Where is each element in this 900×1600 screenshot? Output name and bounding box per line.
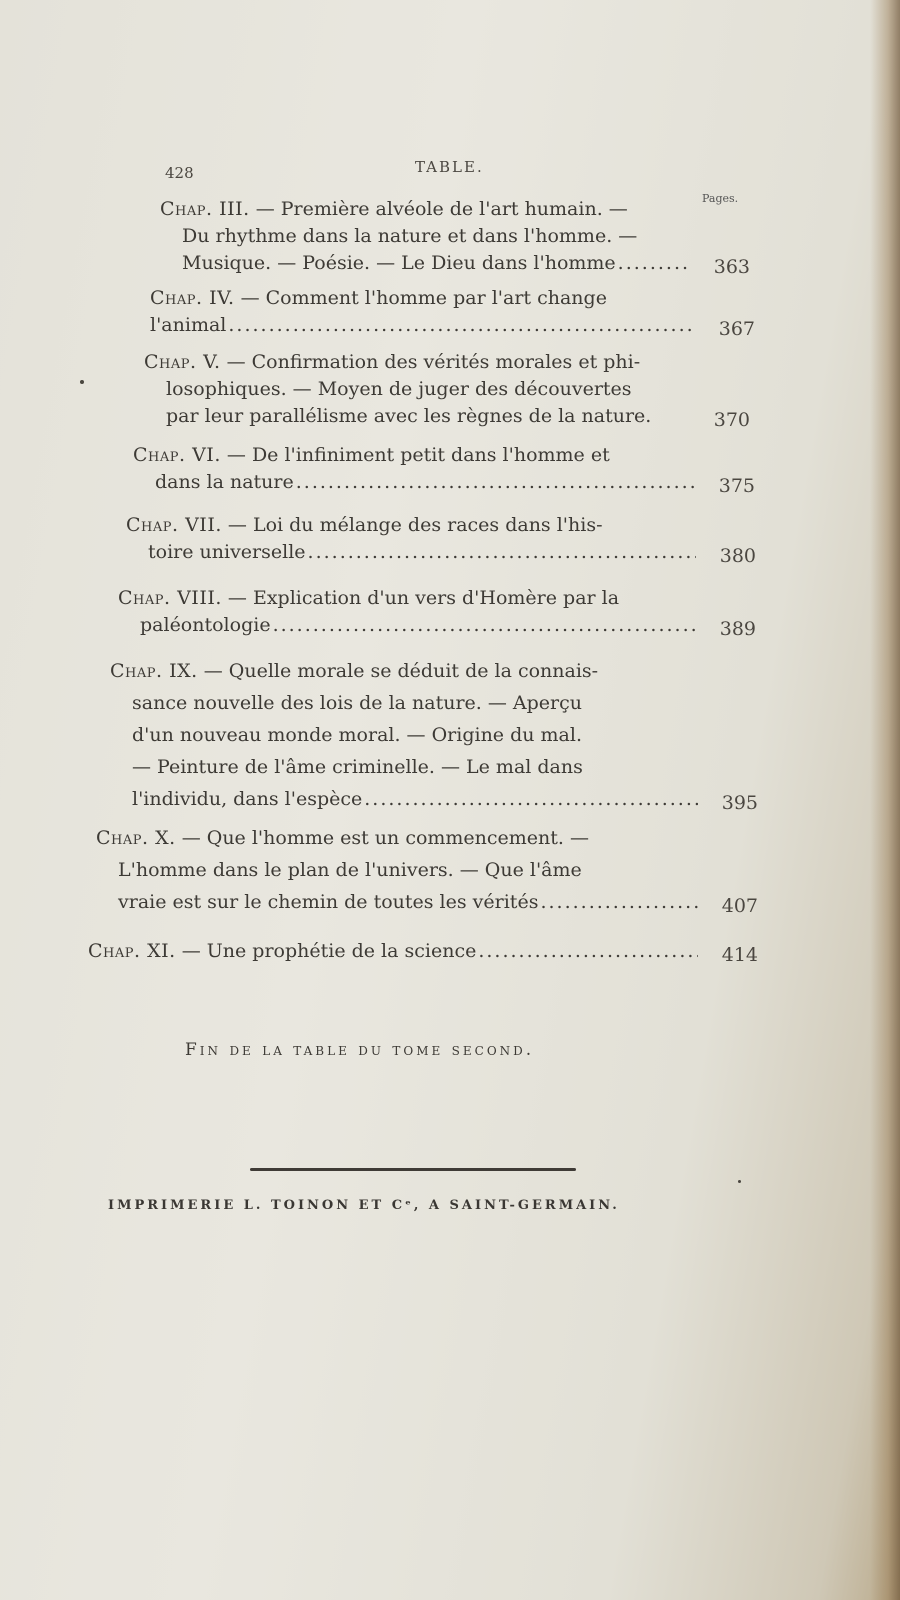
dot-leader [478,935,698,967]
entry-line: l'individu, dans l'espèce [132,788,363,810]
entry-line: — Comment l'homme par l'art change [240,287,607,309]
entry-line: — Quelle morale se déduit de la connais- [203,660,599,682]
entry-line: — Que l'homme est un commencement. — [181,827,590,849]
pages-column-label: Pages. [702,192,739,205]
entry-line: sance nouvelle des lois de la nature. — Aperçu [132,692,583,714]
page-ref: 380 [719,545,756,567]
entry-line: par leur parallélisme avec les règnes de la nature. [166,405,652,427]
page-edge-shadow [870,0,900,1600]
toc-entry [133,442,755,497]
page-ref: 367 [718,318,755,340]
chapter-label: Chap. VIII. [118,587,222,609]
page-ref: 395 [721,792,758,814]
dot-leader [296,469,695,496]
dot-leader [364,783,698,815]
toc-entry [126,512,756,567]
entry-line: d'un nouveau monde moral. — Origine du mal. [132,724,582,746]
toc-entry [88,935,758,967]
toc-entry [96,822,758,918]
toc-entry [150,285,755,340]
entry-line: toire universelle [148,541,306,563]
entry-line: — De l'infiniment petit dans l'homme et [226,444,610,466]
entry-line: — Une prophétie de la science [181,940,477,962]
page-ref: 414 [721,944,758,966]
page-ref: 389 [719,618,756,640]
chapter-label: Chap. X. [96,827,176,849]
entry-line: — Peinture de l'âme criminelle. — Le mal dans [132,756,583,778]
dot-leader [273,612,696,639]
dot-leader [540,886,698,918]
chapter-label: Chap. V. [144,351,221,373]
entry-line: dans la nature [155,471,294,493]
page-number: 428 [165,164,194,182]
entry-line: — Explication d'un vers d'Homère par la [227,587,620,609]
chapter-label: Chap. IX. [110,660,198,682]
page-ref: 407 [721,895,758,917]
page-ref: 370 [713,409,750,431]
chapter-label: Chap. VII. [126,514,222,536]
entry-line: paléontologie [140,614,271,636]
entry-line: — Confirmation des vérités morales et phi- [226,351,641,373]
entry-line: L'homme dans le plan de l'univers. — Que l'âme [118,859,582,881]
entry-line: — Loi du mélange des races dans l'his- [227,514,603,536]
entry-line: Musique. — Poésie. — Le Dieu dans l'homme [182,252,616,274]
chapter-label: Chap. III. [160,198,250,220]
printer-imprint: IMPRIMERIE L. TOINON ET Cᵉ, A SAINT-GERMAIN. [108,1198,620,1213]
running-title: TABLE. [415,158,484,176]
chapter-label: Chap. VI. [133,444,221,466]
page-ref: 375 [718,475,755,497]
toc-entry [144,349,750,431]
divider-rule [250,1168,576,1171]
ink-speck [80,380,84,384]
dot-leader [308,539,696,566]
entry-line: Du rhythme dans la nature et dans l'homme. — [182,225,638,247]
dot-leader [228,312,695,339]
entry-line: vraie est sur le chemin de toutes les vérités [118,891,539,913]
page-ref: 363 [713,256,750,278]
running-head [165,158,785,182]
toc-entry [110,655,758,815]
entry-line: losophiques. — Moyen de juger des découvertes [166,378,632,400]
chapter-label: Chap. IV. [150,287,235,309]
chapter-label: Chap. XI. [88,940,176,962]
ink-speck [738,1180,741,1183]
entry-line: l'animal [150,314,227,336]
end-of-table-note: Fin de la table du tome second. [185,1040,535,1060]
toc-entry [118,585,756,640]
entry-line: — Première alvéole de l'art humain. — [255,198,628,220]
dot-leader [618,250,690,277]
